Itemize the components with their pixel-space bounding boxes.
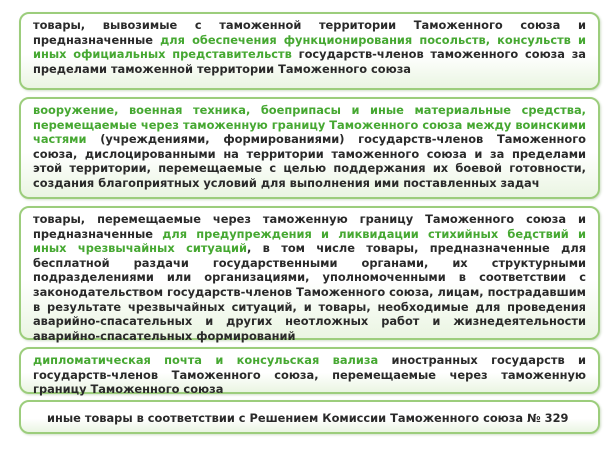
list-item-military-equipment	[19, 97, 600, 199]
highlighted-text: вооружение, военная техника, боеприпасы и иные материальные средства, перемещаемые через таможенную границу Таможенного союза между воинскими частями	[33, 103, 586, 147]
text-segment: иные товары в соответствии с Решением Комиссии Таможенного союза № 329	[47, 411, 569, 425]
highlighted-text: дипломатическая почта и консульская вализа	[33, 353, 379, 367]
list-item-emergency-goods	[19, 206, 600, 343]
list-item-other-goods	[19, 400, 600, 434]
text-segment: товары, перемещаемые через таможенную границу Таможенного союза и предназначенные	[33, 212, 586, 241]
text-segment: товары, вывозимые с таможенной территории Таможенного союза и предназначенные	[33, 18, 586, 47]
highlighted-text: для обеспечения функционирования посольств, консульств и иных официальных представительств	[33, 32, 586, 62]
list-item-diplomatic-mail	[19, 347, 600, 397]
highlighted-text: для предупреждения и ликвидации стихийных бедствий и иных чрезвычайных ситуаций	[33, 226, 586, 256]
text-segment: государств-членов таможенного союза за пределами таможенной территории Таможенного союза	[33, 47, 586, 76]
list-item-diplomatic-missions	[19, 12, 600, 90]
text-segment: , в том числе товары, предназначенные для бесплатной раздачи государственными органами, их структурными подразделениями или организациями, уполномоченными в соответствии с законодательством государств-членов Таможенного союза, лицам, пострадавшим в результате чрезвычайных ситуаций, и товары, необходимые для проведения аварийно-спасательных и других неотложных работ и жизнедеятельности аварийно-спасательных формирований	[33, 241, 587, 343]
text-segment: (учреждениями, формированиями) государств-членов Таможенного союза, дислоцированными на территории таможенного союза и за пределами этой территории, перемещаемые с целью поддержания их боевой готовности, создания благоприятных условий для выполнения ими поставленных задач	[33, 132, 586, 190]
text-segment: иностранных государств и государств-членов Таможенного союза, перемещаемые через таможенную границу Таможенного союза	[33, 353, 586, 397]
